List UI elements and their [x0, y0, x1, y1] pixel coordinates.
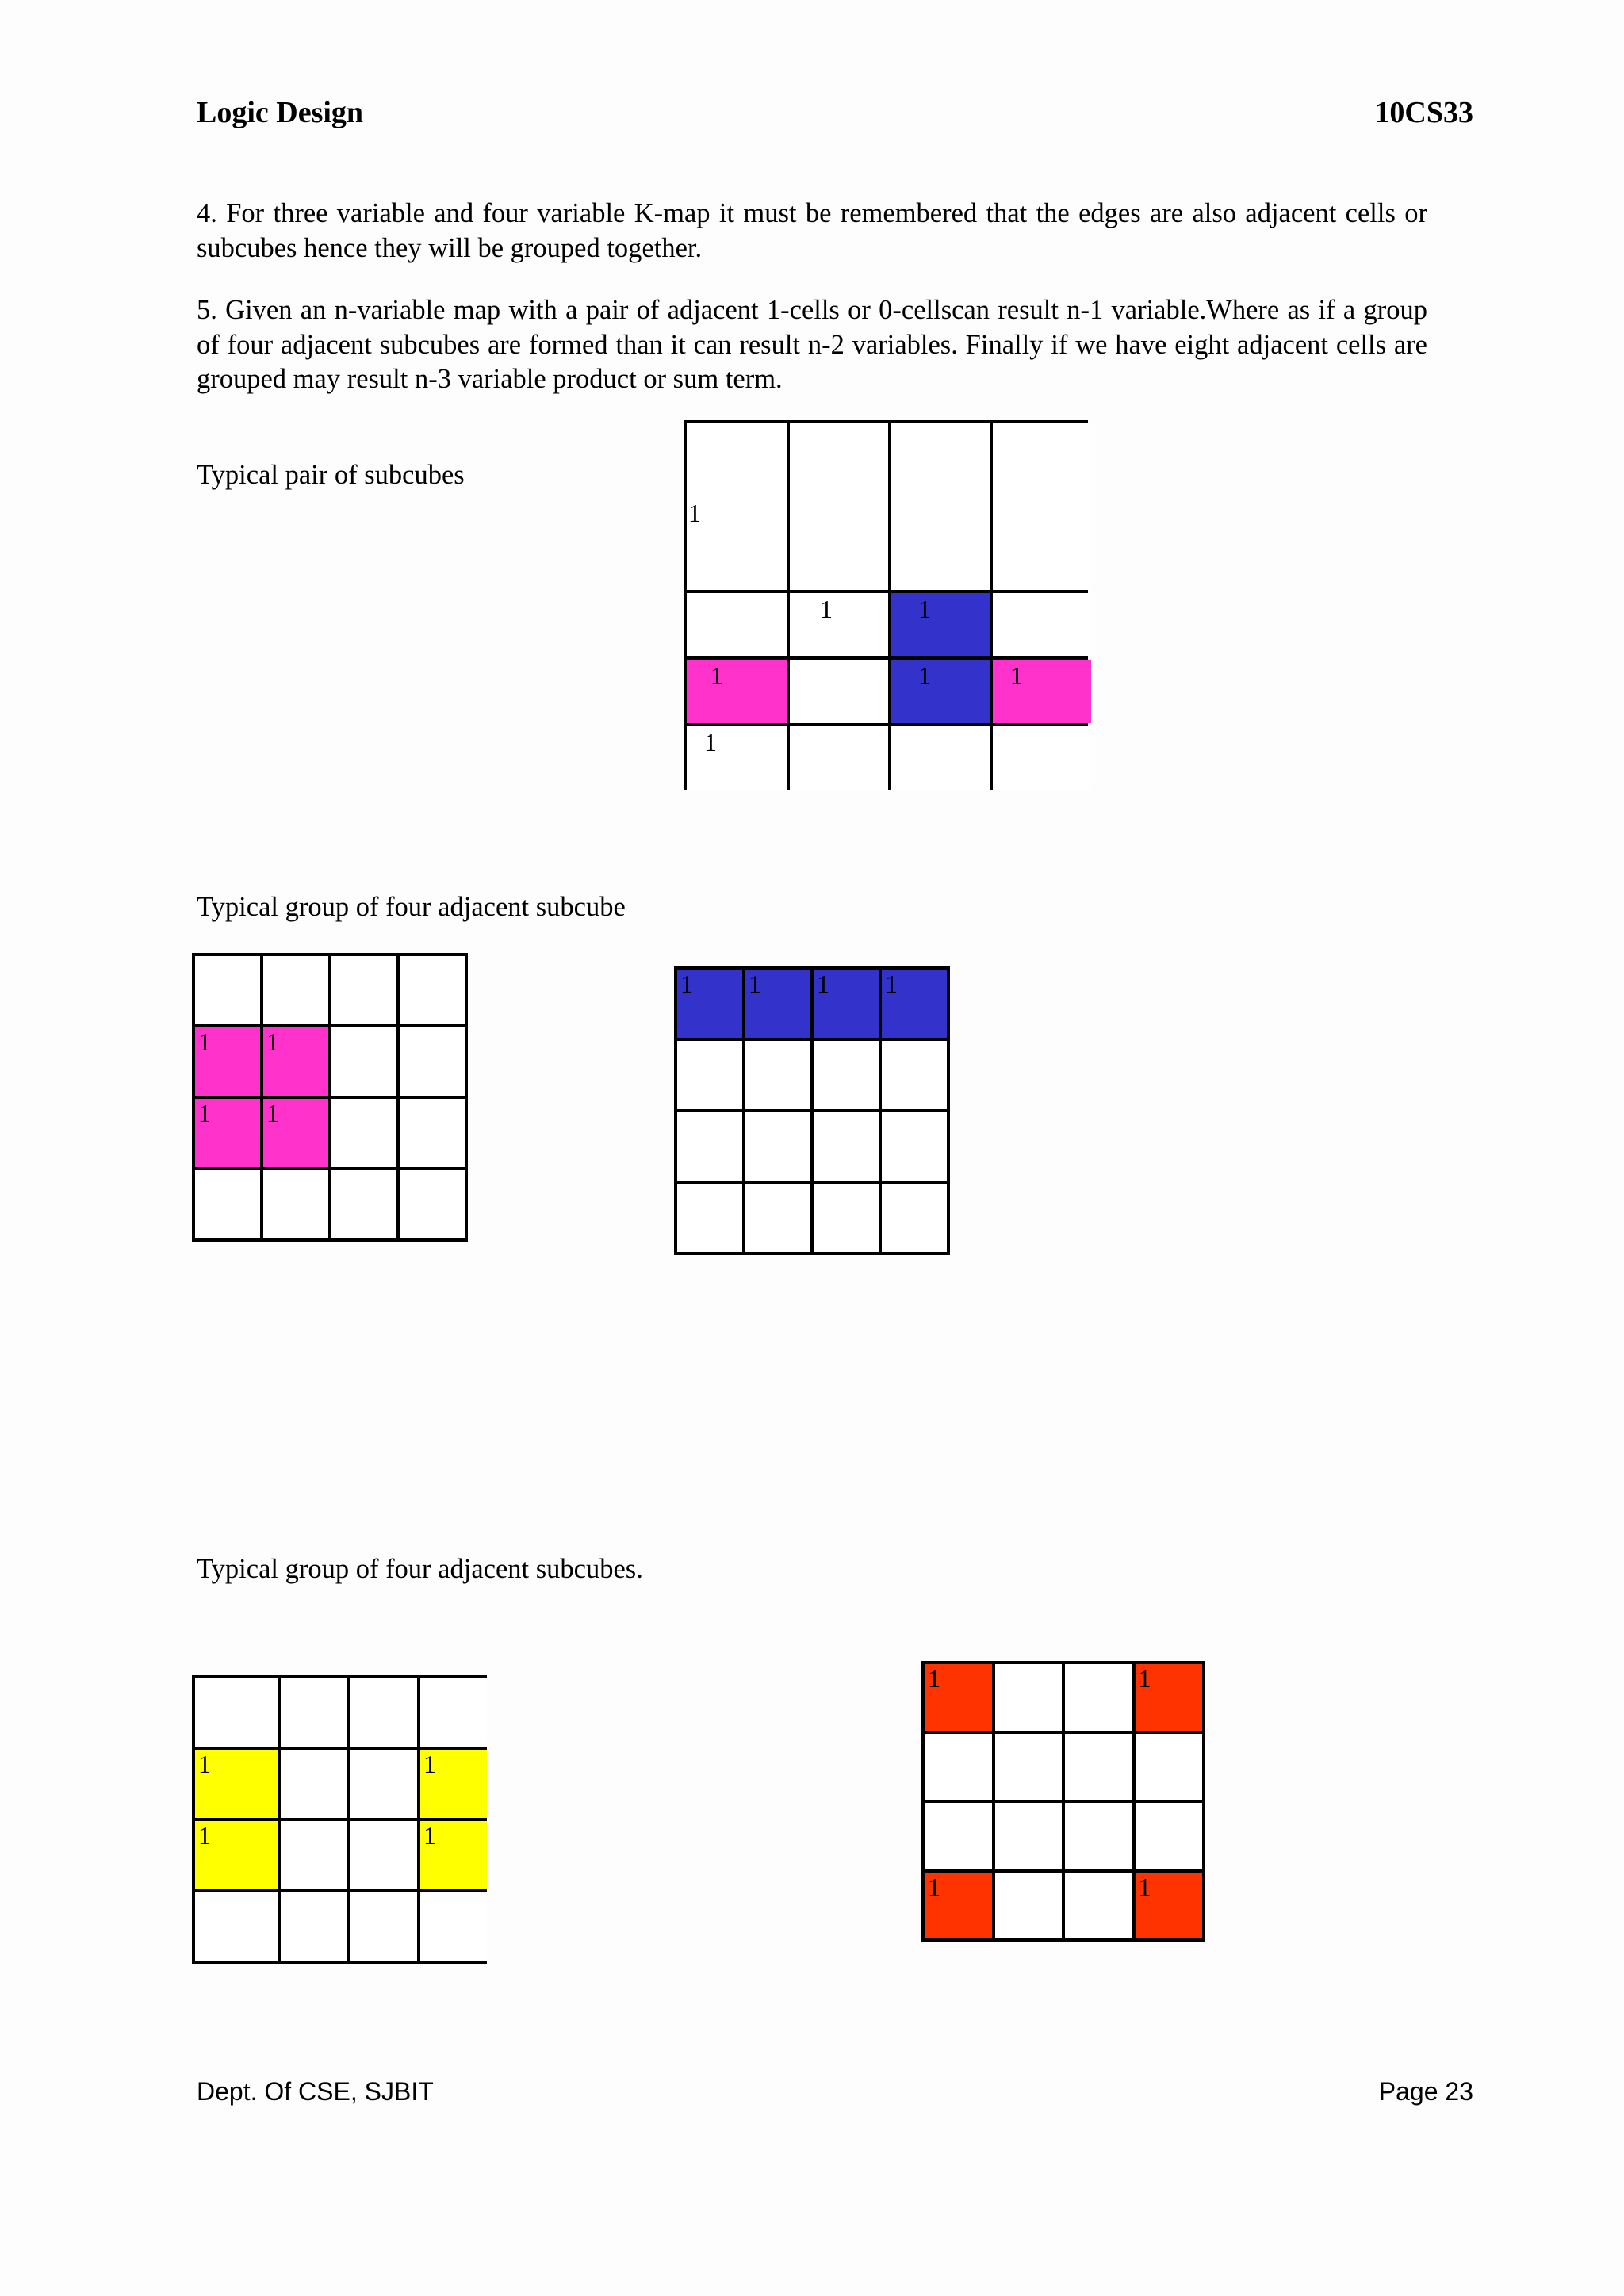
kmap-cell: [195, 956, 260, 1024]
kmap-cell: [790, 423, 888, 590]
caption-group4a: Typical group of four adjacent subcube: [197, 892, 626, 922]
kmap-cell: [677, 1041, 742, 1109]
kmap-cell: [400, 956, 465, 1024]
kmap-cell-value: 1: [1010, 661, 1023, 690]
kmap-cell: [995, 1803, 1063, 1869]
kmap-cell: [790, 593, 888, 656]
kmap-cell: [263, 1027, 328, 1096]
kmap-cell-value: 1: [918, 661, 931, 690]
kmap-cell: [400, 1170, 465, 1238]
kmap-cell: [420, 1678, 487, 1747]
kmap-cell: [400, 1027, 465, 1096]
caption-pair: Typical pair of subcubes: [197, 460, 465, 490]
kmap-cell: [995, 1734, 1063, 1800]
kmap-cell: [195, 1170, 260, 1238]
kmap-cell: [882, 1112, 947, 1181]
kmap-cell: [993, 660, 1091, 723]
kmap-cell: [263, 956, 328, 1024]
header-course-code: 10CS33: [1374, 96, 1473, 129]
kmap-cell: [350, 1892, 417, 1961]
kmap-cell: [745, 1041, 810, 1109]
kmap-cell: [687, 593, 787, 656]
footer-page-number: Page 23: [1378, 2077, 1473, 2106]
kmap-cell-value: 1: [928, 1664, 940, 1693]
kmap-cell-value: 1: [1138, 1664, 1151, 1693]
kmap-cell-value: 1: [266, 1099, 279, 1127]
kmap-cell-value: 1: [749, 970, 761, 998]
kmap-cell: [1136, 1873, 1203, 1939]
kmap-cell: [350, 1678, 417, 1747]
kmap-cell-value: 1: [198, 1027, 211, 1056]
kmap-cell: [993, 593, 1091, 656]
paragraph-5: 5. Given an n-variable map with a pair of adjacent 1-cells or 0-cellscan result n-1 variable.Where as if a group of four adjacent subcubes are formed than it can result n-2 variables. Finally if we have eight adjacent cells are grouped may result n-3 variable product or sum term.: [197, 295, 1427, 394]
kmap-cell: [891, 660, 990, 723]
kmap-cell: [745, 970, 810, 1038]
kmap-quad-corners: [921, 1661, 1205, 1942]
kmap-cell: [281, 1750, 347, 1818]
kmap-cell: [195, 1678, 278, 1747]
kmap-cell-value: 1: [266, 1027, 279, 1056]
kmap-cell-value: 1: [928, 1872, 940, 1901]
kmap-cell: [331, 1027, 396, 1096]
kmap-cell: [195, 1892, 278, 1961]
kmap-cell-value: 1: [680, 970, 693, 998]
kmap-cell: [995, 1664, 1063, 1731]
kmap-pair: [684, 420, 1088, 790]
kmap-cell: [677, 970, 742, 1038]
kmap-cell: [331, 1170, 396, 1238]
kmap-cell: [814, 1112, 879, 1181]
kmap-quad-edges: [192, 1675, 487, 1964]
kmap-cell-value: 1: [817, 970, 829, 998]
kmap-cell: [882, 1041, 947, 1109]
kmap-cell: [677, 1112, 742, 1181]
kmap-cell: [882, 1184, 947, 1252]
kmap-cell: [281, 1821, 347, 1889]
kmap-cell: [677, 1184, 742, 1252]
kmap-cell: [891, 726, 990, 790]
kmap-cell: [814, 1184, 879, 1252]
kmap-cell: [1136, 1803, 1203, 1869]
kmap-cell-value: 1: [198, 1821, 211, 1850]
kmap-cell: [814, 970, 879, 1038]
footer-department: Dept. Of CSE, SJBIT: [197, 2077, 434, 2106]
kmap-cell: [195, 1750, 278, 1818]
kmap-cell: [1065, 1734, 1132, 1800]
kmap-cell: [790, 726, 888, 790]
kmap-cell: [891, 423, 990, 590]
kmap-cell: [745, 1112, 810, 1181]
kmap-cell: [1136, 1734, 1203, 1800]
header-title: Logic Design: [197, 96, 364, 129]
kmap-cell-value: 1: [704, 728, 717, 756]
kmap-cell: [993, 423, 1091, 590]
paragraph-4: 4. For three variable and four variable K-map it must be remembered that the edges are also adjacent cells or subcubes hence they will be grouped together.: [197, 198, 1427, 263]
kmap-cell: [1065, 1664, 1132, 1731]
kmap-cell: [350, 1750, 417, 1818]
caption-group4b: Typical group of four adjacent subcubes.: [197, 1554, 643, 1584]
kmap-cell: [195, 1821, 278, 1889]
kmap-cell: [687, 660, 787, 723]
kmap-cell: [925, 1664, 992, 1731]
kmap-cell: [687, 726, 787, 790]
kmap-quad-row: [674, 966, 950, 1255]
kmap-cell: [925, 1803, 992, 1869]
kmap-cell-value: 1: [423, 1821, 436, 1850]
kmap-cell-value: 1: [423, 1750, 436, 1778]
kmap-cell: [281, 1678, 347, 1747]
kmap-cell-value: 1: [198, 1099, 211, 1127]
kmap-cell: [745, 1184, 810, 1252]
kmap-cell: [1065, 1803, 1132, 1869]
kmap-cell: [400, 1099, 465, 1167]
kmap-cell: [195, 1027, 260, 1096]
kmap-cell-value: 1: [710, 661, 723, 690]
kmap-cell: [331, 1099, 396, 1167]
kmap-cell-value: 1: [918, 595, 931, 623]
kmap-cell: [790, 660, 888, 723]
kmap-cell: [420, 1821, 487, 1889]
kmap-cell: [420, 1892, 487, 1961]
kmap-cell-value: 1: [688, 499, 701, 527]
kmap-cell: [281, 1892, 347, 1961]
kmap-cell: [993, 726, 1091, 790]
kmap-cell: [925, 1734, 992, 1800]
kmap-cell: [1065, 1873, 1132, 1939]
kmap-cell: [925, 1873, 992, 1939]
kmap-cell: [263, 1099, 328, 1167]
kmap-cell: [195, 1099, 260, 1167]
kmap-quad-square: [192, 953, 468, 1242]
kmap-cell: [1136, 1664, 1203, 1731]
kmap-cell: [350, 1821, 417, 1889]
kmap-cell: [995, 1873, 1063, 1939]
kmap-cell-value: 1: [885, 970, 898, 998]
kmap-cell: [882, 970, 947, 1038]
kmap-cell: [891, 593, 990, 656]
kmap-cell: [814, 1041, 879, 1109]
kmap-cell-value: 1: [820, 595, 833, 623]
kmap-cell-value: 1: [1138, 1872, 1151, 1901]
kmap-cell: [420, 1750, 487, 1818]
kmap-cell: [331, 956, 396, 1024]
kmap-cell-value: 1: [198, 1750, 211, 1778]
kmap-cell: [687, 423, 787, 590]
kmap-cell: [263, 1170, 328, 1238]
